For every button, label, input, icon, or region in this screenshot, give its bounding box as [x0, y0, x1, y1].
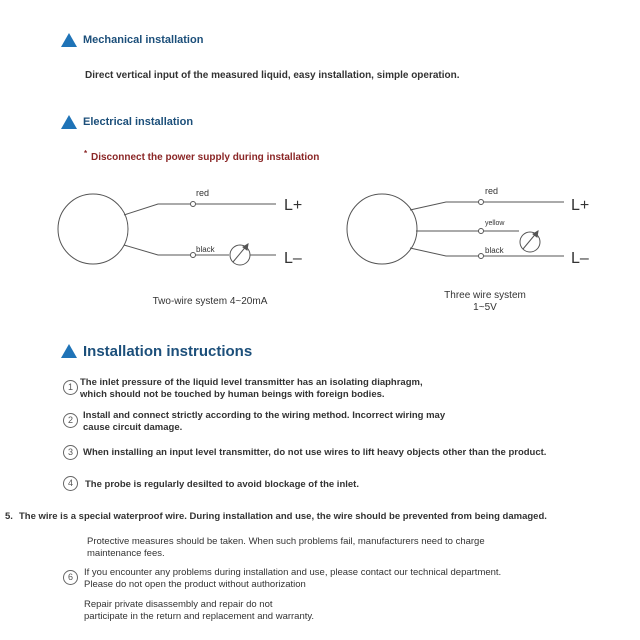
instruction-1-line2: which should not be touched by human beings with foreign bodies.	[80, 389, 385, 400]
instruction-5b-line1: Protective measures should be taken. When such problems fail, manufacturers need to charge	[87, 536, 485, 547]
section-triangle-icon	[61, 344, 77, 358]
wire-red	[124, 204, 193, 215]
mechanical-title: Mechanical installation	[83, 34, 204, 46]
three-wire-caption-2: 1~5V	[473, 302, 497, 313]
instruction-5-line1: The wire is a special waterproof wire. During installation and use, the wire should be prevented from being damaged.	[19, 511, 547, 522]
mechanical-text: Direct vertical input of the measured liquid, easy installation, simple operation.	[85, 70, 460, 81]
number-circle-6: 6	[63, 570, 78, 585]
three-wire-diagram	[347, 194, 564, 264]
instruction-1-line1: The inlet pressure of the liquid level transmitter has an isolating diaphragm,	[80, 377, 423, 388]
label-black: black	[485, 246, 504, 255]
instruction-2-line2: cause circuit damage.	[83, 422, 183, 433]
instruction-5b-line2: maintenance fees.	[87, 548, 165, 559]
electrical-title: Electrical installation	[83, 116, 194, 128]
instruction-2-line1: Install and connect strictly according to the wiring method. Incorrect wiring may	[83, 410, 446, 421]
instruction-6b-line1: Repair private disassembly and repair do not	[84, 599, 273, 610]
warning-asterisk: *	[84, 149, 88, 158]
installation-title: Installation instructions	[83, 343, 253, 360]
warning-text: Disconnect the power supply during installation	[91, 152, 320, 163]
terminal-plus: L+	[571, 197, 590, 214]
terminal-plus: L+	[284, 197, 303, 214]
instruction-6-line1: If you encounter any problems during installation and use, please contact our technical department.	[84, 567, 502, 578]
label-red: red	[196, 188, 210, 198]
label-red: red	[485, 186, 499, 196]
number-circle-4: 4	[63, 476, 78, 491]
section-triangle-icon	[61, 33, 77, 47]
wire-red	[410, 202, 481, 210]
terminal-minus: L–	[571, 250, 589, 267]
two-wire-diagram	[58, 194, 276, 265]
transmitter-circle	[58, 194, 128, 264]
wire-black	[410, 248, 481, 256]
section-triangle-icon	[61, 115, 77, 129]
two-wire-caption: Two-wire system 4~20mA	[152, 296, 268, 307]
terminal-minus: L–	[284, 250, 302, 267]
label-black: black	[196, 245, 215, 254]
instruction-5-label: 5.	[5, 511, 13, 522]
number-circle-3: 3	[63, 445, 78, 460]
transmitter-circle	[347, 194, 417, 264]
label-yellow: yellow	[485, 220, 505, 227]
wire-black	[124, 245, 193, 255]
number-circle-2: 2	[63, 413, 78, 428]
instruction-4-line1: The probe is regularly desilted to avoid blockage of the inlet.	[85, 479, 359, 490]
instruction-6-line2: Please do not open the product without authorization	[84, 579, 306, 590]
instruction-3-line1: When installing an input level transmitter, do not use wires to lift heavy objects other than the product.	[83, 447, 547, 458]
three-wire-caption-1: Three wire system	[444, 290, 526, 301]
instruction-6b-line2: participate in the return and replacement and warranty.	[84, 611, 315, 622]
number-circle-1: 1	[63, 380, 78, 395]
